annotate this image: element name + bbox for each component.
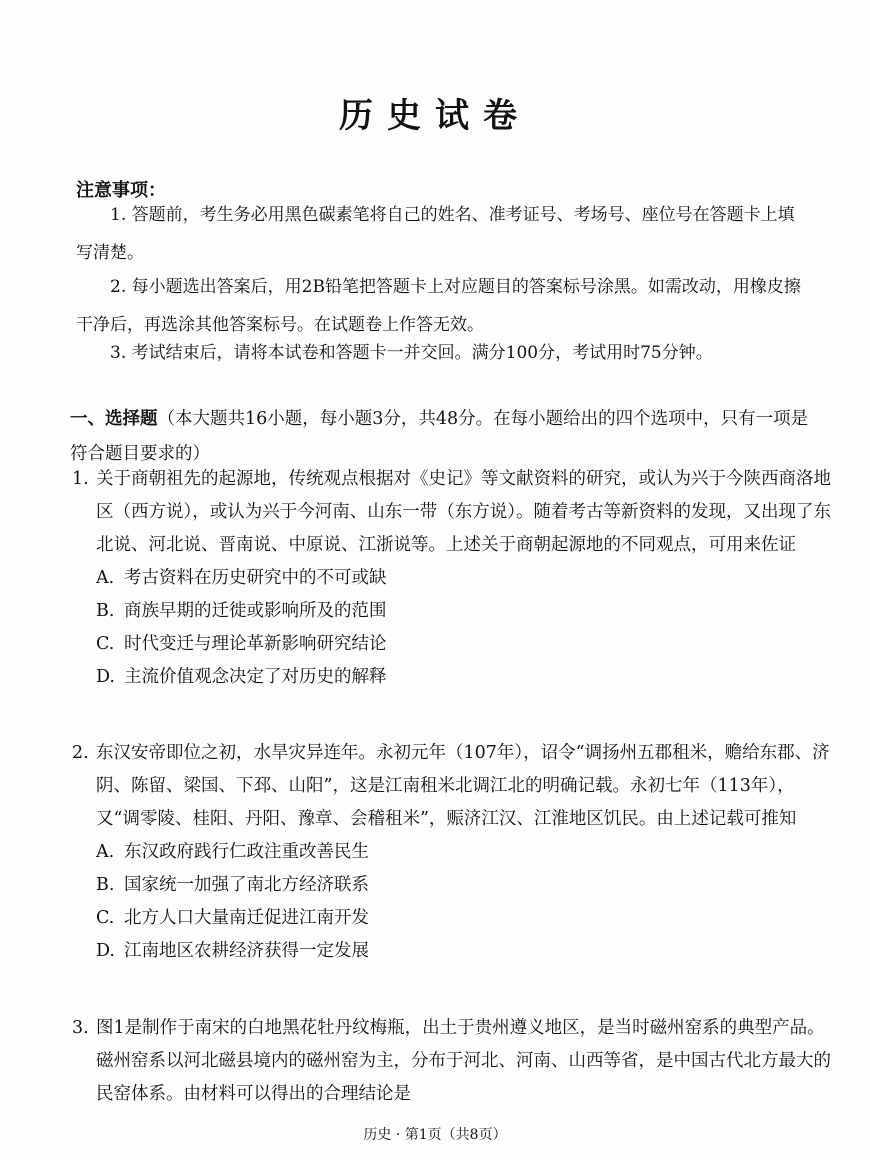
question-3 <box>72 1012 832 1111</box>
option-a <box>72 562 832 595</box>
question-text: 关于商朝祖先的起源地，传统观点根据对《史记》等文献资料的研究，或认为兴于今陕西商洛地区（西方说），或认为兴于今河南、山东一带（东方说）。随着考古等新资料的发现，又出现了东北说、河北说、晋南说、中原说、江浙说等。上述关于商朝起源地的不同观点，可用来佐证 <box>96 469 831 555</box>
question-stem <box>72 463 832 562</box>
option-d <box>72 661 832 694</box>
option-letter: A. <box>96 842 115 862</box>
question-number: 1. <box>72 469 89 489</box>
question-stem <box>72 737 832 836</box>
section-description: （本大题共16小题，每小题3分，共48分。在每小题给出的四个选项中，只有一项是符合题目要求的） <box>70 409 809 464</box>
option-text: 东汉政府践行仁政注重改善民生 <box>124 842 369 862</box>
notice-item-1: 1. 答题前，考生务必用黑色碳素笔将自己的姓名、准考证号、考场号、座位号在答题卡上填写清楚。 <box>76 205 795 263</box>
option-letter: B. <box>96 875 115 895</box>
option-letter: D. <box>96 941 115 961</box>
option-b <box>72 869 832 902</box>
option-letter: C. <box>96 634 115 654</box>
option-text: 考古资料在历史研究中的不可或缺 <box>124 568 387 588</box>
section-heading <box>70 402 820 472</box>
page-title: 历史试卷 <box>339 96 531 136</box>
option-text: 北方人口大量南迁促进江南开发 <box>124 908 369 928</box>
question-number: 3. <box>72 1018 89 1038</box>
option-text: 国家统一加强了南北方经济联系 <box>124 875 369 895</box>
option-c <box>72 628 832 661</box>
option-letter: B. <box>96 601 115 621</box>
page-footer: 历史 · 第1页（共8页） <box>363 1127 507 1143</box>
option-text: 时代变迁与理论革新影响研究结论 <box>124 634 387 654</box>
question-text: 图1是制作于南宋的白地黑花牡丹纹梅瓶，出土于贵州遵义地区，是当时磁州窑系的典型产品。磁州窑系以河北磁县境内的磁州窑为主，分布于河北、河南、山西等省，是中国古代北方最大的民窑体系。由材料可以得出的合理结论是 <box>96 1018 831 1104</box>
question-number: 2. <box>72 743 89 763</box>
option-a <box>72 836 832 869</box>
question-2 <box>72 737 832 968</box>
question-stem <box>72 1012 832 1111</box>
option-c <box>72 902 832 935</box>
notice-item-2: 2. 每小题选出答案后，用2B铅笔把答题卡上对应题目的答案标号涂黑。如需改动，用橡皮擦干净后，再选涂其他答案标号。在试题卷上作答无效。 <box>76 277 801 335</box>
option-letter: C. <box>96 908 115 928</box>
question-text: 东汉安帝即位之初，水旱灾异连年。永初元年（107年），诏令“调扬州五郡租米，赡给东郡、济阴、陈留、梁国、下邳、山阳”，这是江南租米北调江北的明确记载。永初七年（113年），又“调零陵、桂阳、丹阳、豫章、会稽租米”，赈济江汉、江淮地区饥民。由上述记载可推知 <box>96 743 830 829</box>
notice-heading: 注意事项： <box>76 180 166 201</box>
question-1 <box>72 463 832 694</box>
option-text: 商族早期的迁徙或影响所及的范围 <box>124 601 387 621</box>
option-letter: D. <box>96 667 115 687</box>
option-d <box>72 935 832 968</box>
option-b <box>72 595 832 628</box>
option-text: 主流价值观念决定了对历史的解释 <box>124 667 387 687</box>
option-text: 江南地区农耕经济获得一定发展 <box>124 941 369 961</box>
section-title: 一、选择题 <box>70 409 158 429</box>
option-letter: A. <box>96 568 115 588</box>
notice-item-3: 3. 考试结束后，请将本试卷和答题卡一并交回。满分100分，考试用时75分钟。 <box>110 343 713 363</box>
